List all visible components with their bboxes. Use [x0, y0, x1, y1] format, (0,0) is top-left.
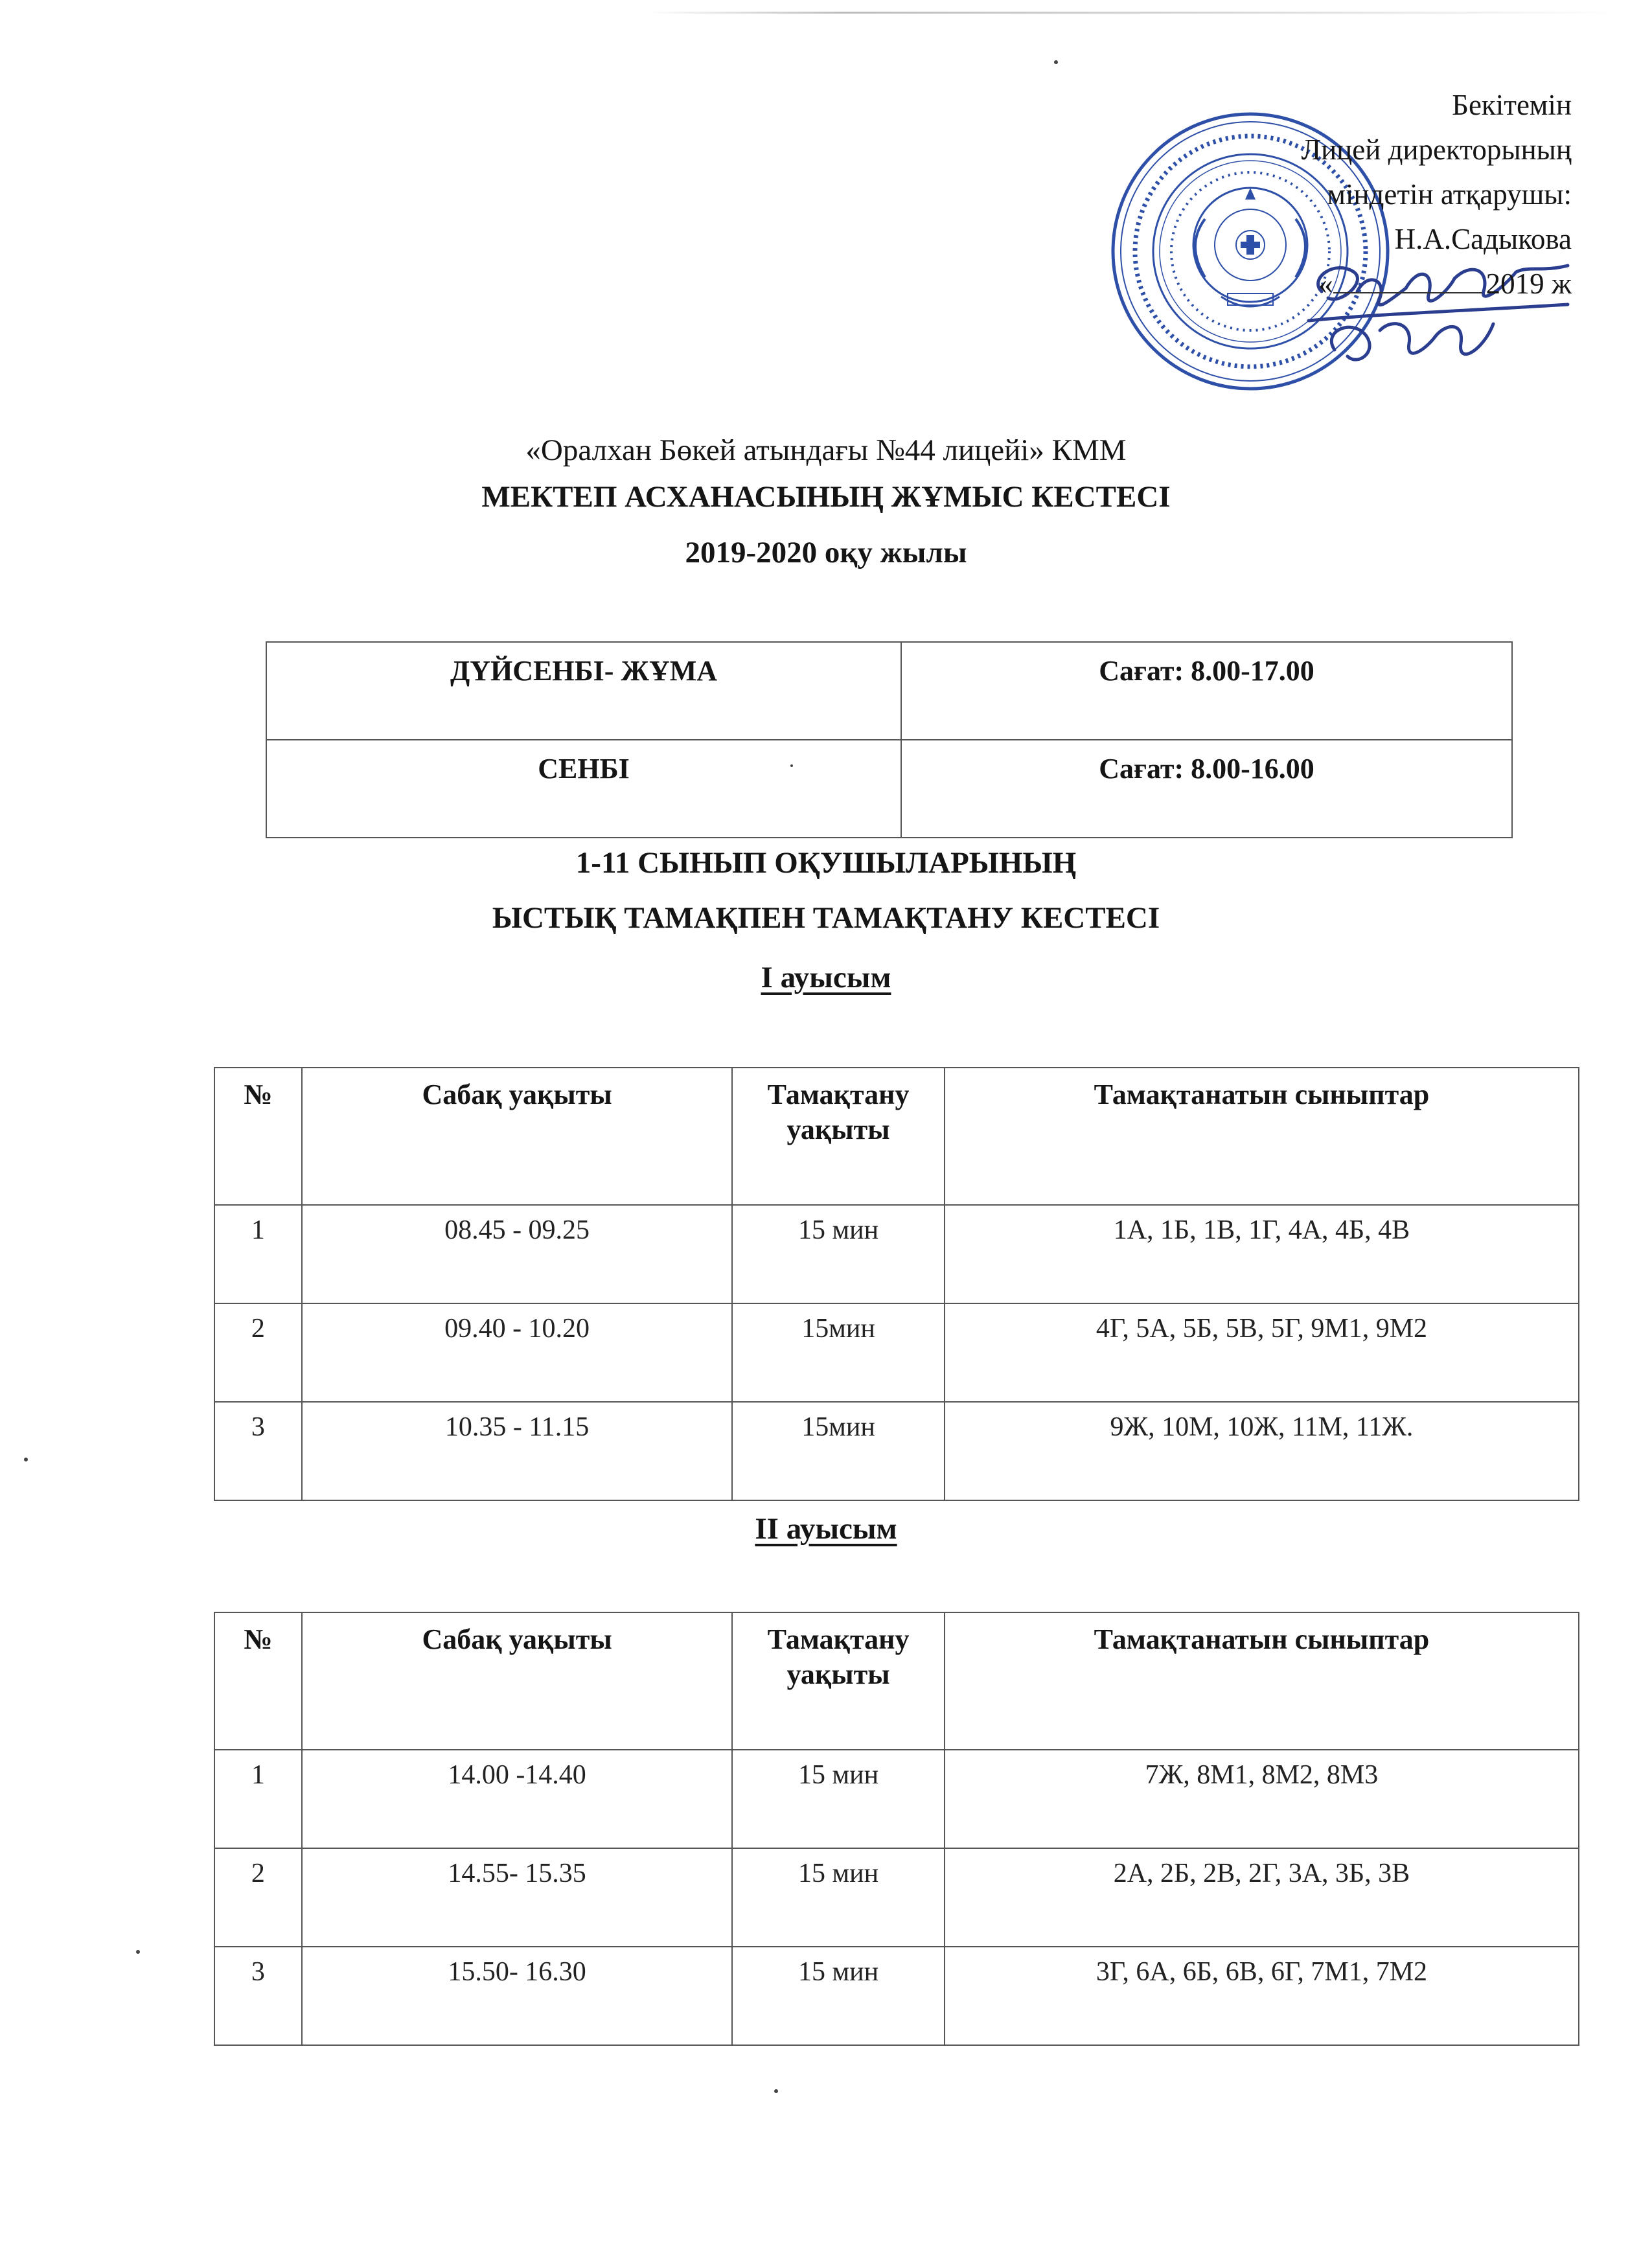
cell-meal-time: 15 мин — [732, 1205, 945, 1303]
table-row — [214, 1848, 1579, 1947]
meal-schedule-subtitle: ЫСТЫҚ ТАМАҚПЕН ТАМАҚТАНУ КЕСТЕСІ — [492, 901, 1160, 935]
scan-speck — [136, 1950, 140, 1954]
academic-year: 2019-2020 оқу жылы — [685, 536, 967, 569]
table-row — [214, 1303, 1579, 1402]
cell-lesson-time: 09.40 - 10.20 — [302, 1303, 732, 1402]
col-header-meal-time: Тамақтану уақыты — [732, 1612, 945, 1750]
table-row — [266, 740, 1512, 838]
shift-2-label — [0, 1511, 1652, 1546]
table-row — [214, 1750, 1579, 1848]
cell-classes: 7Ж, 8М1, 8М2, 8М3 — [945, 1750, 1579, 1848]
cell-lesson-time: 15.50- 16.30 — [302, 1947, 732, 2045]
cell-lesson-time: 14.00 -14.40 — [302, 1750, 732, 1848]
col-header-lesson-time: Сабақ уақыты — [302, 1612, 732, 1750]
hours-time: Сағат: 8.00-16.00 — [901, 740, 1512, 838]
col-header-number: № — [214, 1612, 302, 1750]
cell-meal-time: 15мин — [732, 1303, 945, 1402]
organization-name: «Оралхан Бөкей атындағы №44 лицейі» КММ — [525, 433, 1127, 467]
scan-speck — [24, 1458, 28, 1461]
scan-speck — [1054, 60, 1058, 64]
col-header-classes: Тамақтанатын сыныптар — [945, 1068, 1579, 1205]
cell-classes: 2А, 2Б, 2В, 2Г, 3А, 3Б, 3В — [945, 1848, 1579, 1947]
cell-number: 2 — [214, 1303, 302, 1402]
approval-date — [1302, 262, 1572, 306]
table-row — [266, 642, 1512, 740]
hours-days: СЕНБІ — [266, 740, 901, 838]
shift-1-table — [214, 1067, 1579, 1501]
col-header-number: № — [214, 1068, 302, 1205]
hours-time: Сағат: 8.00-17.00 — [901, 642, 1512, 740]
approval-line: Бекітемін — [1452, 89, 1572, 121]
approval-signer: Н.А.Садыкова — [1394, 223, 1572, 255]
cell-meal-time: 15 мин — [732, 1947, 945, 2045]
table-row — [214, 1402, 1579, 1500]
date-quote: « — [1318, 268, 1333, 300]
shift-2-table — [214, 1612, 1579, 2046]
approval-line: Лицей директорының — [1301, 133, 1572, 166]
scan-artifact-line — [648, 12, 1620, 14]
approval-line: міндетін атқарушы: — [1327, 178, 1572, 211]
scan-speck — [790, 764, 793, 767]
col-header-lesson-time: Сабақ уақыты — [302, 1068, 732, 1205]
shift-1-label — [0, 960, 1652, 995]
cell-lesson-time: 14.55- 15.35 — [302, 1848, 732, 1947]
col-header-classes: Тамақтанатын сыныптар — [945, 1612, 1579, 1750]
hours-days: ДҮЙСЕНБІ- ЖҰМА — [266, 642, 901, 740]
cell-number: 1 — [214, 1750, 302, 1848]
col-header-meal-time: Тамақтану уақыты — [732, 1068, 945, 1205]
date-year: 2019 ж — [1486, 268, 1572, 300]
cell-number: 3 — [214, 1947, 302, 2045]
meal-schedule-title: 1-11 СЫНЫП ОҚУШЫЛАРЫНЫҢ — [575, 846, 1077, 880]
date-blank — [1333, 266, 1482, 293]
shift-label-text: II ауысым — [755, 1512, 897, 1546]
canteen-hours-table — [266, 641, 1513, 838]
cell-classes: 3Г, 6А, 6Б, 6В, 6Г, 7М1, 7М2 — [945, 1947, 1579, 2045]
document-title: МЕКТЕП АСХАНАСЫНЫҢ ЖҰМЫС КЕСТЕСІ — [481, 480, 1171, 514]
cell-lesson-time: 08.45 - 09.25 — [302, 1205, 732, 1303]
cell-classes: 9Ж, 10М, 10Ж, 11М, 11Ж. — [945, 1402, 1579, 1500]
table-row — [214, 1947, 1579, 2045]
cell-classes: 1А, 1Б, 1В, 1Г, 4А, 4Б, 4В — [945, 1205, 1579, 1303]
cell-number: 3 — [214, 1402, 302, 1500]
approval-block — [1302, 83, 1572, 306]
shift-label-text: I ауысым — [761, 961, 891, 994]
table-row — [214, 1205, 1579, 1303]
cell-lesson-time: 10.35 - 11.15 — [302, 1402, 732, 1500]
scan-speck — [774, 2089, 778, 2093]
cell-meal-time: 15 мин — [732, 1750, 945, 1848]
table-header-row — [214, 1068, 1579, 1205]
table-header-row — [214, 1612, 1579, 1750]
cell-meal-time: 15 мин — [732, 1848, 945, 1947]
cell-number: 1 — [214, 1205, 302, 1303]
cell-classes: 4Г, 5А, 5Б, 5В, 5Г, 9М1, 9М2 — [945, 1303, 1579, 1402]
cell-meal-time: 15мин — [732, 1402, 945, 1500]
cell-number: 2 — [214, 1848, 302, 1947]
